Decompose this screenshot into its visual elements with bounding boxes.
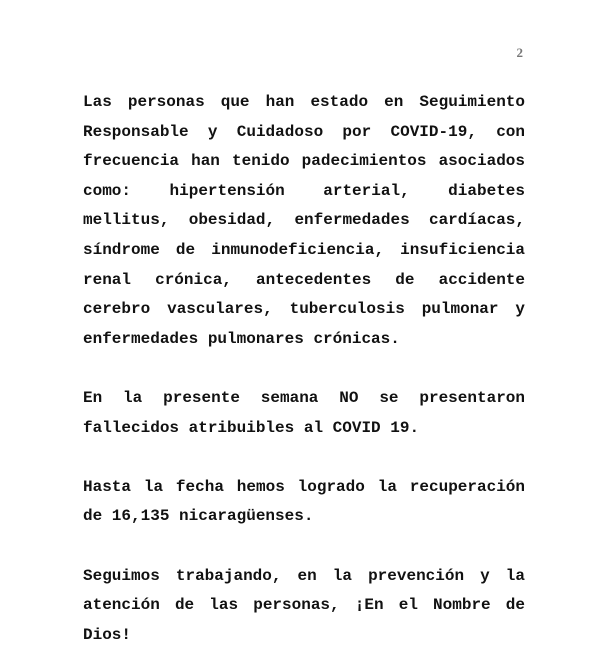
paragraph-comorbidities: Las personas que han estado en Seguimiento Responsable y Cuidadoso por COVID-19, con frecuencia han tenido padecimientos asociados como: hipertensión arterial, diabetes mellitus, obesidad, enfermedades cardíacas, síndrome de inmunodeficiencia, insuficiencia renal crónica, antecedentes de accidente cerebro vasculares, tuberculosis pulmonar y enfermedades pulmonares crónicas.: [83, 93, 525, 348]
paragraph-deaths: En la presente semana NO se presentaron fallecidos atribuibles al COVID 19.: [83, 388, 525, 437]
page-number: 2: [516, 45, 523, 60]
document-body: [83, 88, 525, 650]
paragraph-closing: Seguimos trabajando, en la prevención y la atención de las personas, ¡En el Nombre de Dios!: [83, 566, 525, 644]
paragraph-recoveries: Hasta la fecha hemos logrado la recuperación de 16,135 nicaragüenses.: [83, 477, 525, 526]
